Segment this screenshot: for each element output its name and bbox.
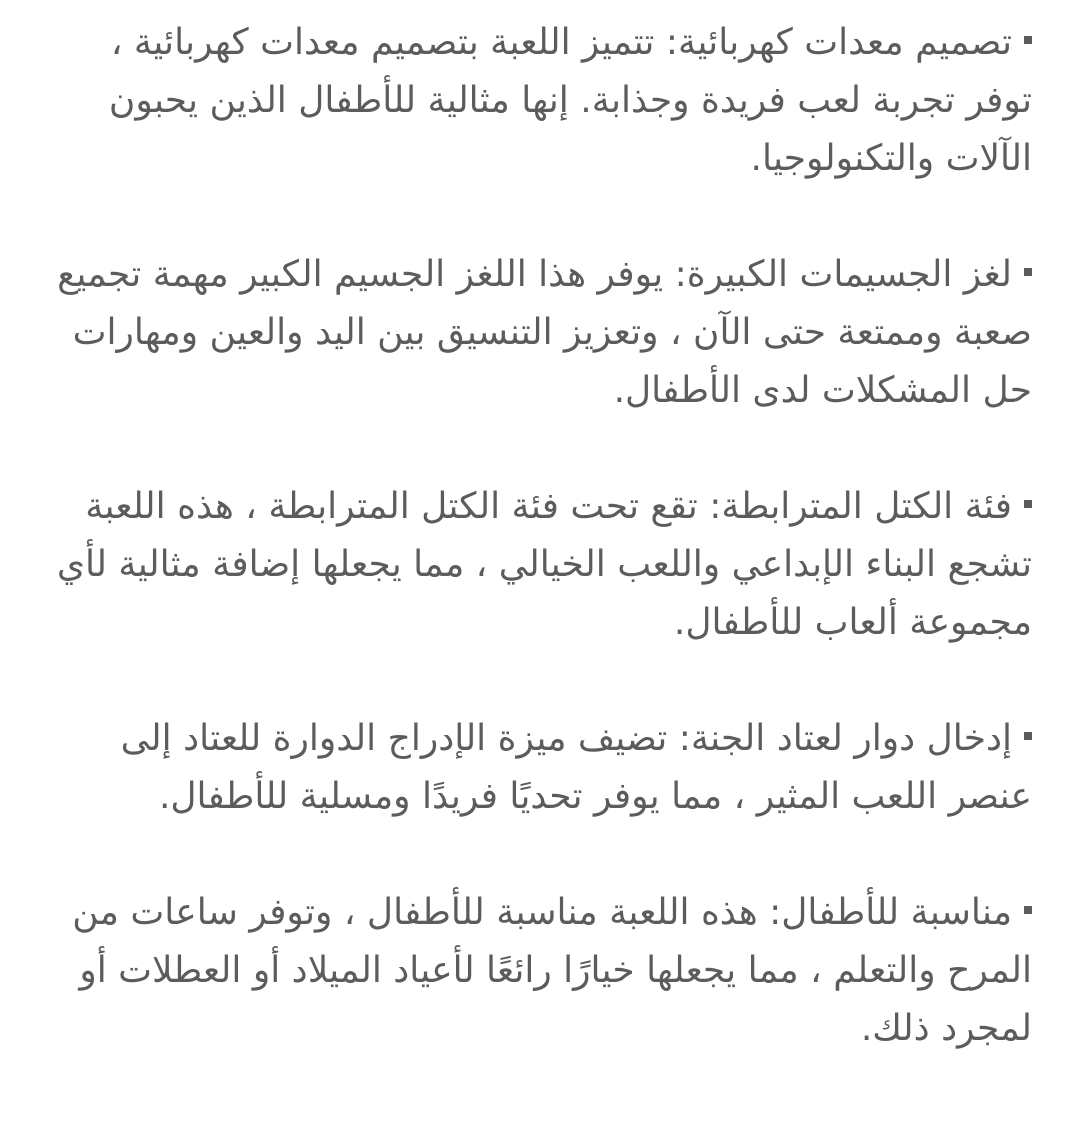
- bullet-icon: [1024, 906, 1032, 914]
- feature-kid-friendly: [40, 884, 1032, 1058]
- feature-rotating-gear-insert: [40, 710, 1032, 826]
- feature-text: تصميم معدات كهربائية: تتميز اللعبة بتصميم معدات كهربائية ، توفر تجربة لعب فريدة وجذابة. إنها مثالية للأطفال الذين يحبون الآلات والتكنولوجيا.: [108, 22, 1032, 179]
- feature-interlocking-blocks: [40, 478, 1032, 652]
- bullet-icon: [1024, 500, 1032, 508]
- feature-text: لغز الجسيمات الكبيرة: يوفر هذا اللغز الجسيم الكبير مهمة تجميع صعبة وممتعة حتى الآن ، وتعزيز التنسيق بين اليد والعين ومهارات حل المشكلات لدى الأطفال.: [57, 254, 1032, 411]
- feature-large-particle-puzzle: [40, 246, 1032, 420]
- bullet-icon: [1024, 268, 1032, 276]
- feature-list: [40, 14, 1032, 1116]
- bullet-icon: [1024, 732, 1032, 740]
- feature-text: فئة الكتل المترابطة: تقع تحت فئة الكتل المترابطة ، هذه اللعبة تشجع البناء الإبداعي واللعب الخيالي ، مما يجعلها إضافة مثالية لأي مجموعة ألعاب للأطفال.: [56, 486, 1032, 643]
- bullet-icon: [1024, 36, 1032, 44]
- feature-text: مناسبة للأطفال: هذه اللعبة مناسبة للأطفال ، وتوفر ساعات من المرح والتعلم ، مما يجعلها خيارًا رائعًا لأعياد الميلاد أو العطلات أو لمجرد ذلك.: [72, 892, 1032, 1049]
- feature-text: إدخال دوار لعتاد الجنة: تضيف ميزة الإدراج الدوارة للعتاد إلى عنصر اللعب المثير ، مما يوفر تحديًا فريدًا ومسلية للأطفال.: [120, 718, 1032, 817]
- feature-electric-design: [40, 14, 1032, 188]
